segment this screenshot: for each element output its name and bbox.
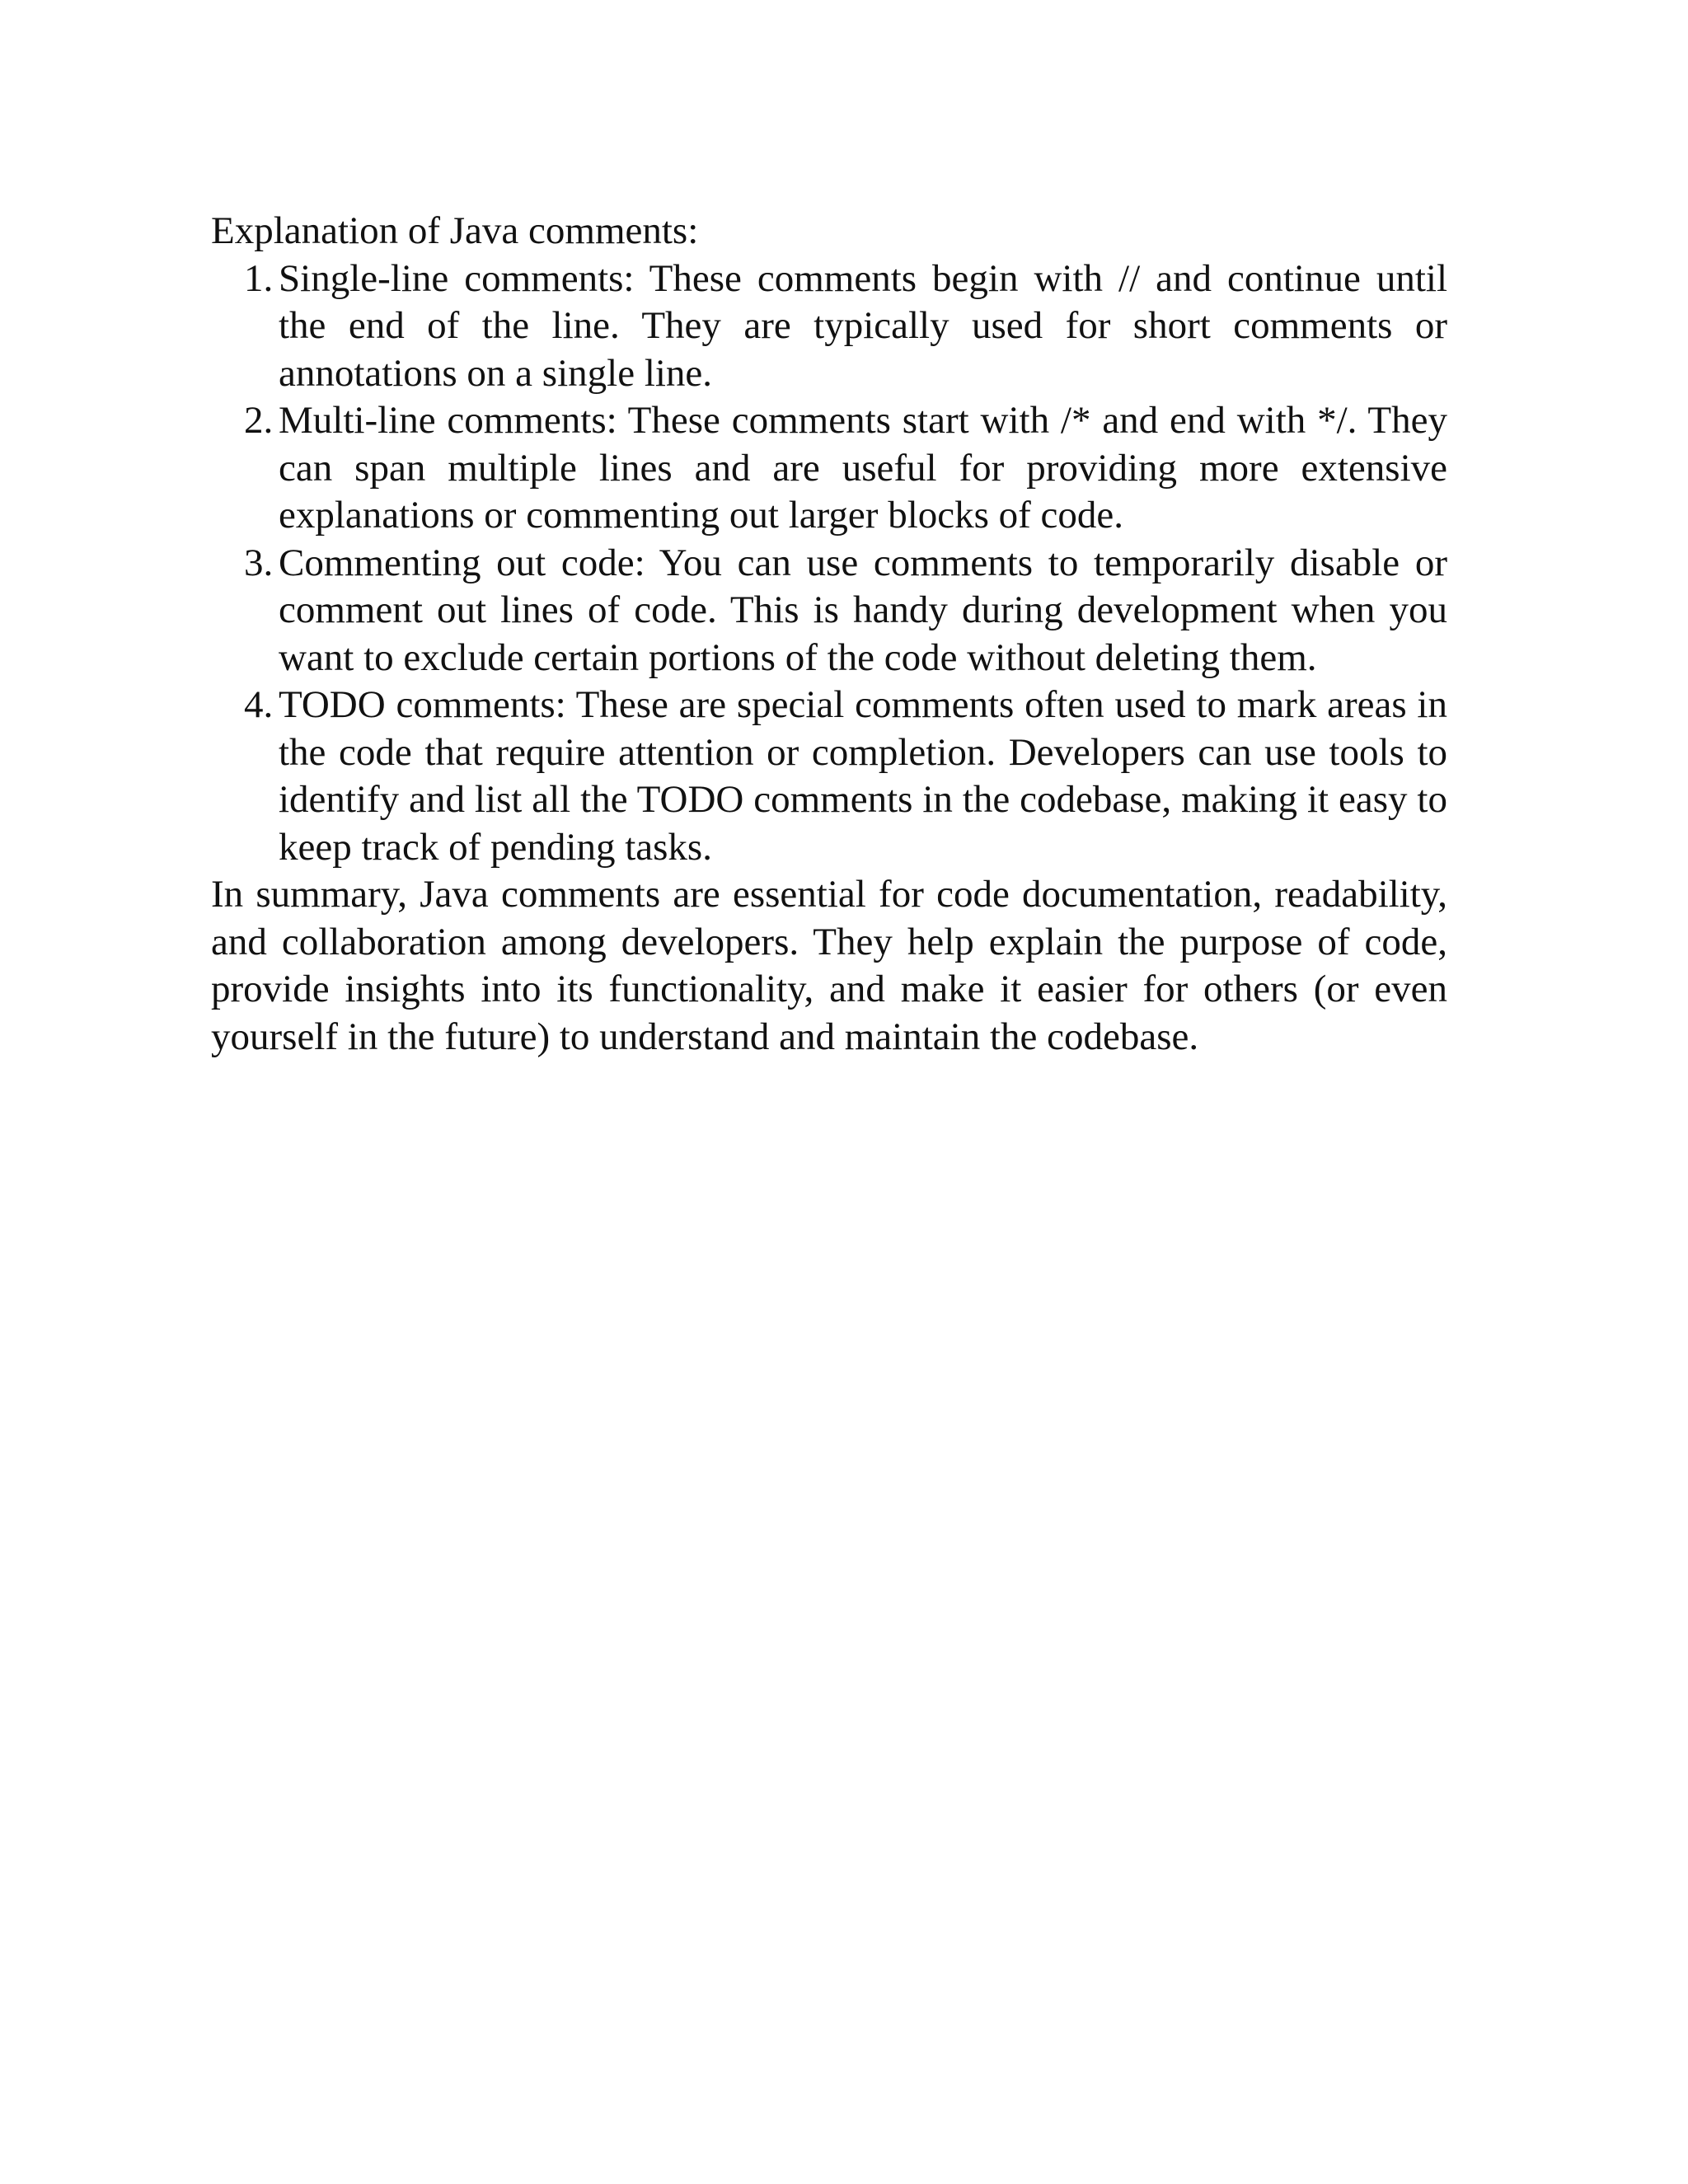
document-body [211,208,1447,1061]
list-item-text: Single-line comments: These comments begin with // and continue until the end of the line. They are typically used for short comments or annotations on a single line. [279,256,1447,395]
list-item [211,682,1447,871]
list-item [211,540,1447,682]
comment-types-list [211,255,1447,872]
list-item [211,397,1447,540]
list-item-text: TODO comments: These are special comments often used to mark areas in the code that require attention or completion. Developers can use tools to identify and list all the TODO comments in the codebase, making it easy to keep track of pending tasks. [279,683,1447,869]
list-item [211,255,1447,398]
list-item-number: 2. [244,399,274,442]
list-item-text: Multi-line comments: These comments start with /* and end with */. They can span multiple lines and are useful for providing more extensive explanations or commenting out larger blocks of code. [279,399,1447,537]
intro-heading: Explanation of Java comments: [211,209,699,252]
list-item-number: 4. [244,683,274,726]
list-item-text: Commenting out code: You can use comments to temporarily disable or comment out lines of code. This is handy during development when you want to exclude certain portions of the code without deleting them. [279,541,1447,679]
list-item-number: 3. [244,541,274,584]
summary-paragraph: In summary, Java comments are essential for code documentation, readability, and collaboration among developers. They help explain the purpose of code, provide insights into its functionality, and make it easier for others (or even yourself in the future) to understand and maintain the codebase. [211,873,1447,1058]
list-item-number: 1. [244,256,274,300]
